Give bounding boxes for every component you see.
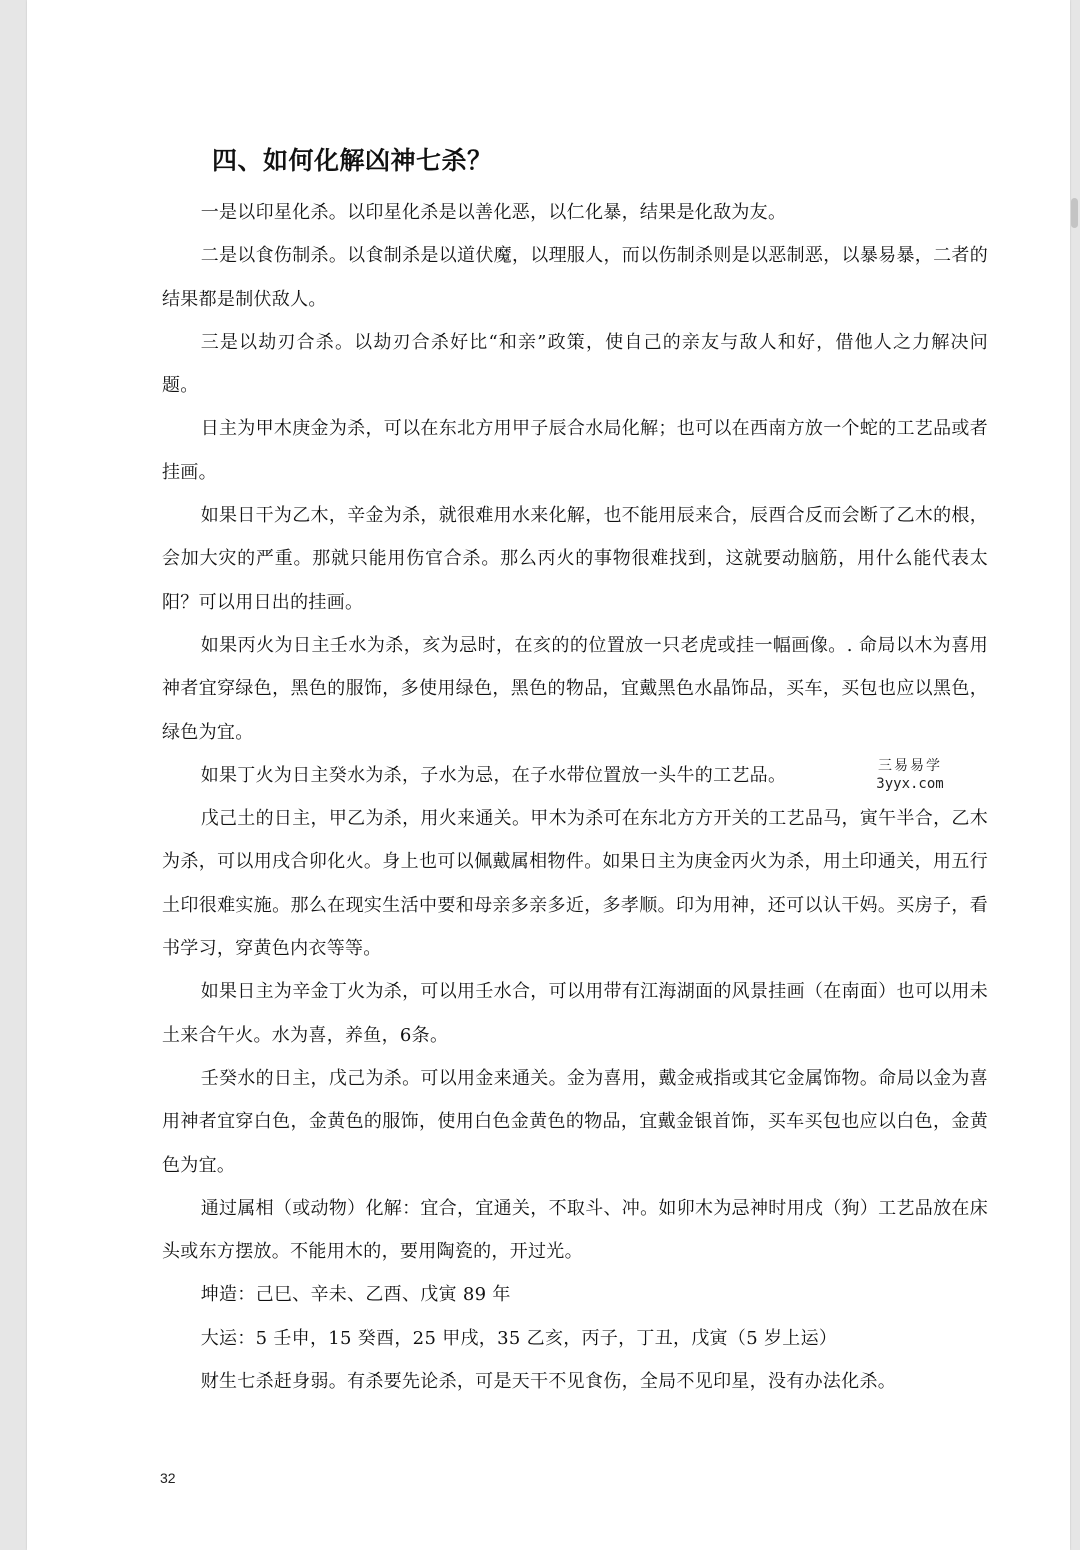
vertical-scrollbar-thumb[interactable] [1071,198,1078,228]
paragraph: 二是以食伤制杀。以食制杀是以道伏魔，以理服人，而以伤制杀则是以恶制恶，以暴易暴，二者的结果都是制伏敌人。 [162,245,988,310]
watermark-url: 3yyx.com [876,776,944,792]
paragraph: 财生七杀赶身弱。有杀要先论杀，可是天干不见食伤，全局不见印星，没有办法化杀。 [200,1371,897,1393]
paragraph: 如果丙火为日主壬水为杀，亥为忌时，在亥的的位置放一只老虎或挂一幅画像。. 命局以木为喜用神者宜穿绿色，黑色的服饰，多使用绿色，黑色的物品，宜戴黑色水晶饰品，买车，买包也应以黑色，绿色为宜。 [162,634,988,743]
paragraph: 坤造：己巳、辛未、乙酉、戊寅 89 年 [200,1284,511,1306]
section-heading: 四、如何化解凶神七杀？ [212,146,493,175]
paragraph: 三是以劫刃合杀。以劫刃合杀好比“和亲”政策，使自己的亲友与敌人和好，借他人之力解决问题。 [162,331,988,397]
watermark-name: 三易易学 [878,758,942,774]
document-page [27,0,1070,1550]
paragraph: 一是以印星化杀。以印星化杀是以善化恶，以仁化暴，结果是化敌为友。 [200,202,787,223]
paragraph: 通过属相（或动物）化解：宜合，宜通关，不取斗、冲。如卯木为忌神时用戌（狗）工艺品放在床头或东方摆放。不能用木的，要用陶瓷的，开过光。 [162,1197,988,1263]
watermark [815,755,1005,805]
paragraph: 戊己土的日主，甲乙为杀，用火来通关。甲木为杀可在东北方方开关的工艺品马，寅午半合，乙木为杀，可以用戌合卯化火。身上也可以佩戴属相物件。如果日主为庚金丙火为杀，用土印通关，用五行土印很难实施。那么在现实生活中要和母亲多亲多近，多孝顺。印为用神，还可以认干妈。买房子，看书学习，穿黄色内衣等等。 [162,808,988,960]
paragraph: 如果日干为乙木，辛金为杀，就很难用水来化解，也不能用辰来合，辰酉合反而会断了乙木的根，会加大灾的严重。那就只能用伤官合杀。那么丙火的事物很难找到，这就要动脑筋，用什么能代表太阳？可以用日出的挂画。 [162,505,988,613]
paragraph: 如果日主为辛金丁火为杀，可以用壬水合，可以用带有江海湖面的风景挂画（在南面）也可以用未土来合午火。水为喜，养鱼，6条。 [162,981,988,1046]
paragraph: 壬癸水的日主，戊己为杀。可以用金来通关。金为喜用，戴金戒指或其它金属饰物。命局以金为喜用神者宜穿白色，金黄色的服饰，使用白色金黄色的物品，宜戴金银首饰，买车买包也应以白色，金黄色为宜。 [162,1067,988,1176]
paragraph: 大运：5 壬申，15 癸酉，25 甲戌，35 乙亥，丙子，丁丑，戊寅（5 岁上运） [200,1327,838,1349]
paragraph: 日主为甲木庚金为杀，可以在东北方用甲子辰合水局化解；也可以在西南方放一个蛇的工艺品或者挂画。 [162,418,988,483]
paragraph: 如果丁火为日主癸水为杀，子水为忌，在子水带位置放一头牛的工艺品。 [200,764,787,786]
page-number: 32 [160,1470,176,1486]
